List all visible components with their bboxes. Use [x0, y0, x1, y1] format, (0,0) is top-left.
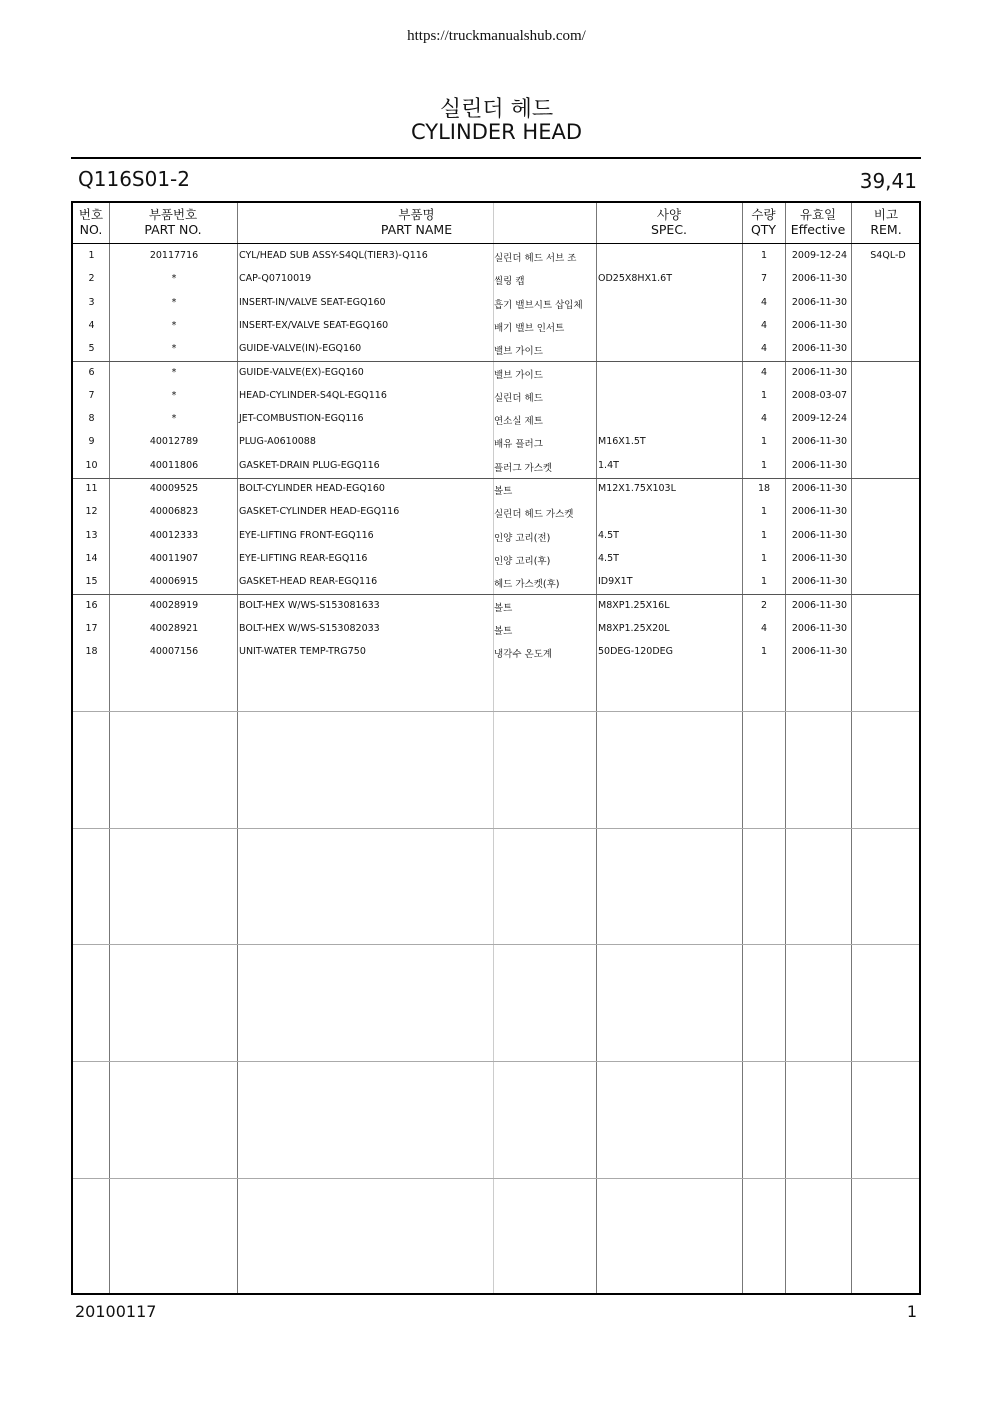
- row-no: 17: [85, 622, 98, 634]
- row-qty: 7: [760, 273, 768, 285]
- row-part-name: GASKET-HEAD REAR-EGQ116: [239, 576, 378, 588]
- row-part-name-ko: 실린더 헤드 서브 조: [494, 253, 577, 264]
- table-row: [73, 618, 919, 641]
- row-effective: 2009-12-24: [791, 250, 848, 261]
- row-spec: M12X1.75X103L: [598, 483, 676, 494]
- row-part-no: *: [171, 343, 177, 355]
- table-row: [73, 595, 919, 618]
- table-row: [73, 431, 919, 454]
- row-part-no: 40011806: [149, 459, 199, 471]
- row-effective: 2008-03-07: [791, 389, 848, 401]
- table-row: [73, 362, 919, 385]
- row-part-name: GUIDE-VALVE(IN)-EGQ160: [239, 343, 362, 355]
- row-part-no: 40012789: [149, 436, 199, 448]
- row-part-no: *: [171, 273, 177, 285]
- row-spec: OD25X8HX1.6T: [598, 273, 672, 285]
- row-part-name-ko: 실린더 헤드 가스켓: [494, 509, 574, 521]
- row-part-no: 40011907: [149, 552, 199, 564]
- row-part-name: PLUG-A0610088: [239, 436, 316, 448]
- row-effective: 2006-11-30: [791, 483, 848, 494]
- row-no: 18: [85, 646, 98, 658]
- row-part-name: HEAD-CYLINDER-S4QL-EGQ116: [239, 389, 387, 401]
- group-divider: [73, 1061, 919, 1062]
- row-effective: 2006-11-30: [791, 366, 848, 378]
- row-part-name-ko: 볼트: [494, 625, 513, 637]
- row-part-name: EYE-LIFTING REAR-EGQ116: [239, 552, 368, 564]
- header-divider: [73, 243, 919, 244]
- header-name-ko: 부품명: [398, 207, 435, 222]
- row-no: 8: [88, 413, 95, 425]
- row-part-no: 40028921: [149, 622, 199, 634]
- row-part-name-ko: 배유 플러그: [494, 439, 543, 451]
- header-part-no: [109, 207, 237, 237]
- row-effective: 2006-11-30: [791, 459, 848, 471]
- row-remarks: S4QL-D: [870, 250, 906, 261]
- row-effective: 2006-11-30: [791, 319, 848, 331]
- row-spec: M8XP1.25X16L: [598, 599, 670, 611]
- row-qty: 4: [760, 296, 768, 308]
- header-name-en: PART NAME: [380, 222, 453, 237]
- row-effective: 2006-11-30: [791, 506, 848, 518]
- row-part-name: CYL/HEAD SUB ASSY-S4QL(TIER3)-Q116: [239, 250, 428, 261]
- row-spec: 4.5T: [598, 552, 619, 564]
- row-part-no: *: [171, 319, 177, 331]
- group-divider: [73, 828, 919, 829]
- title-rule: [71, 157, 921, 159]
- row-part-name: GUIDE-VALVE(EX)-EGQ160: [239, 366, 364, 378]
- row-part-no: 40012333: [149, 529, 199, 541]
- header-no: [73, 207, 109, 237]
- table-row: [73, 292, 919, 315]
- row-effective: 2006-11-30: [791, 599, 848, 611]
- table-row: [73, 571, 919, 594]
- row-qty: 1: [760, 529, 768, 541]
- row-part-name: JET-COMBUSTION-EGQ116: [239, 413, 364, 425]
- row-part-no: 40006915: [149, 576, 199, 588]
- row-part-name-ko: 인양 고리(후): [494, 555, 551, 567]
- row-effective: 2009-12-24: [791, 413, 848, 425]
- table-row: [73, 315, 919, 338]
- row-part-no: 40006823: [149, 506, 199, 518]
- header-rem-ko: 비고: [873, 207, 899, 222]
- row-part-name-ko: 연소실 제트: [494, 416, 543, 428]
- row-no: 7: [88, 389, 95, 401]
- row-part-name: CAP-Q0710019: [239, 273, 312, 285]
- group-divider: [73, 711, 919, 712]
- row-qty: 4: [760, 343, 768, 355]
- row-part-name: BOLT-HEX W/WS-S153081633: [239, 599, 380, 611]
- row-qty: 1: [760, 576, 768, 588]
- header-no-en: NO.: [79, 222, 103, 237]
- row-qty: 4: [760, 366, 768, 378]
- row-spec: M16X1.5T: [598, 436, 646, 448]
- group-divider: [73, 944, 919, 945]
- row-part-name-ko: 플러그 가스켓: [494, 462, 553, 474]
- table-row: [73, 268, 919, 291]
- row-no: 4: [88, 319, 95, 331]
- row-spec: 1.4T: [598, 459, 619, 471]
- header-part-ko: 부품번호: [148, 207, 198, 222]
- row-part-name: BOLT-HEX W/WS-S153082033: [239, 622, 380, 634]
- row-part-name-ko: 밸브 가이드: [494, 346, 543, 358]
- row-part-name-ko: 씰링 캡: [494, 276, 525, 288]
- header-spec: [596, 207, 742, 237]
- row-part-name-ko: 흡기 밸브시트 삽입체: [494, 299, 583, 311]
- row-qty: 4: [760, 622, 768, 634]
- row-part-name-ko: 볼트: [494, 602, 513, 614]
- row-part-no: 40028919: [149, 599, 199, 611]
- row-part-no: 40009525: [149, 483, 199, 494]
- row-part-name: UNIT-WATER TEMP-TRG750: [239, 646, 366, 658]
- row-effective: 2006-11-30: [791, 436, 848, 448]
- row-qty: 1: [760, 389, 768, 401]
- row-no: 16: [85, 599, 98, 611]
- row-part-name-ko: 배기 밸브 인서트: [494, 322, 565, 334]
- row-part-no: *: [171, 366, 177, 378]
- table-row: [73, 548, 919, 571]
- row-part-name-ko: 밸브 가이드: [494, 369, 543, 381]
- header-spec-ko: 사양: [656, 207, 682, 222]
- row-part-name: GASKET-DRAIN PLUG-EGQ116: [239, 459, 380, 471]
- row-part-no: 20117716: [149, 250, 199, 261]
- header-remarks: [851, 207, 921, 237]
- table-row: [73, 245, 919, 268]
- row-effective: 2006-11-30: [791, 646, 848, 658]
- row-qty: 2: [760, 599, 768, 611]
- row-qty: 1: [760, 459, 768, 471]
- header-part-en: PART NO.: [144, 222, 202, 237]
- header-eff-ko: 유효일: [799, 207, 837, 222]
- row-part-name: EYE-LIFTING FRONT-EGQ116: [239, 529, 374, 541]
- row-part-name-ko: 헤드 가스켓(후): [494, 579, 560, 591]
- row-part-name-ko: 실린더 헤드: [494, 392, 543, 404]
- parts-table: [71, 201, 921, 1295]
- row-qty: 1: [760, 552, 768, 564]
- row-qty: 1: [760, 506, 768, 518]
- row-no: 1: [88, 250, 95, 261]
- row-no: 5: [88, 343, 95, 355]
- row-qty: 1: [760, 646, 768, 658]
- header-spec-en: SPEC.: [650, 222, 688, 237]
- table-row: [73, 408, 919, 431]
- table-row: [73, 455, 919, 478]
- row-spec: 50DEG-120DEG: [598, 646, 674, 658]
- row-qty: 1: [760, 436, 768, 448]
- row-part-name-ko: 인양 고리(전): [494, 532, 551, 544]
- row-qty: 18: [757, 483, 771, 494]
- row-no: 9: [88, 436, 95, 448]
- row-qty: 4: [760, 319, 768, 331]
- row-effective: 2006-11-30: [791, 296, 848, 308]
- source-url[interactable]: https://truckmanualshub.com/: [407, 28, 586, 44]
- header-effective: [785, 207, 851, 237]
- row-part-no: *: [171, 296, 177, 308]
- header-qty-en: QTY: [750, 222, 777, 237]
- row-part-name: INSERT-EX/VALVE SEAT-EGQ160: [239, 319, 389, 331]
- row-no: 6: [88, 366, 95, 378]
- row-no: 14: [85, 552, 98, 564]
- row-no: 15: [85, 576, 98, 588]
- header-no-ko: 번호: [78, 207, 104, 222]
- row-part-no: 40007156: [149, 646, 199, 658]
- row-part-name-ko: 볼트: [494, 486, 513, 497]
- catalog-code: Q116S01-2: [78, 167, 191, 191]
- row-effective: 2006-11-30: [791, 576, 848, 588]
- footer-date: 20100117: [75, 1302, 157, 1321]
- row-spec: M8XP1.25X20L: [598, 622, 670, 634]
- header-eff-en: Effective: [790, 222, 846, 237]
- title-korean: 실린더 헤드: [439, 97, 554, 122]
- row-part-name: BOLT-CYLINDER HEAD-EGQ160: [239, 483, 385, 494]
- row-effective: 2006-11-30: [791, 273, 848, 285]
- table-row: [73, 338, 919, 361]
- row-no: 2: [88, 273, 95, 285]
- row-no: 13: [85, 529, 98, 541]
- table-row: [73, 501, 919, 524]
- header-qty: [742, 207, 785, 237]
- table-row: [73, 478, 919, 501]
- group-divider: [73, 1178, 919, 1179]
- row-no: 3: [88, 296, 95, 308]
- table-row: [73, 641, 919, 664]
- footer-page-number: 1: [906, 1302, 917, 1321]
- row-effective: 2006-11-30: [791, 343, 848, 355]
- table-row: [73, 525, 919, 548]
- row-effective: 2006-11-30: [791, 622, 848, 634]
- header-qty-ko: 수량: [751, 207, 776, 222]
- table-row: [73, 385, 919, 408]
- row-effective: 2006-11-30: [791, 529, 848, 541]
- row-qty: 1: [760, 250, 768, 261]
- title-english: CYLINDER HEAD: [410, 120, 583, 144]
- header-rem-en: REM.: [870, 222, 902, 237]
- row-no: 11: [85, 483, 98, 494]
- row-part-name: GASKET-CYLINDER HEAD-EGQ116: [239, 506, 400, 518]
- row-part-no: *: [171, 413, 177, 425]
- row-spec: ID9X1T: [598, 576, 633, 588]
- row-part-no: *: [171, 389, 177, 401]
- row-qty: 4: [760, 413, 768, 425]
- row-effective: 2006-11-30: [791, 552, 848, 564]
- row-part-name-ko: 냉각수 온도계: [494, 649, 553, 661]
- row-no: 12: [85, 506, 98, 518]
- page-reference: 39,41: [859, 169, 917, 193]
- header-part-name: [237, 207, 596, 237]
- row-part-name: INSERT-IN/VALVE SEAT-EGQ160: [239, 296, 386, 308]
- row-spec: 4.5T: [598, 529, 619, 541]
- row-no: 10: [85, 459, 98, 471]
